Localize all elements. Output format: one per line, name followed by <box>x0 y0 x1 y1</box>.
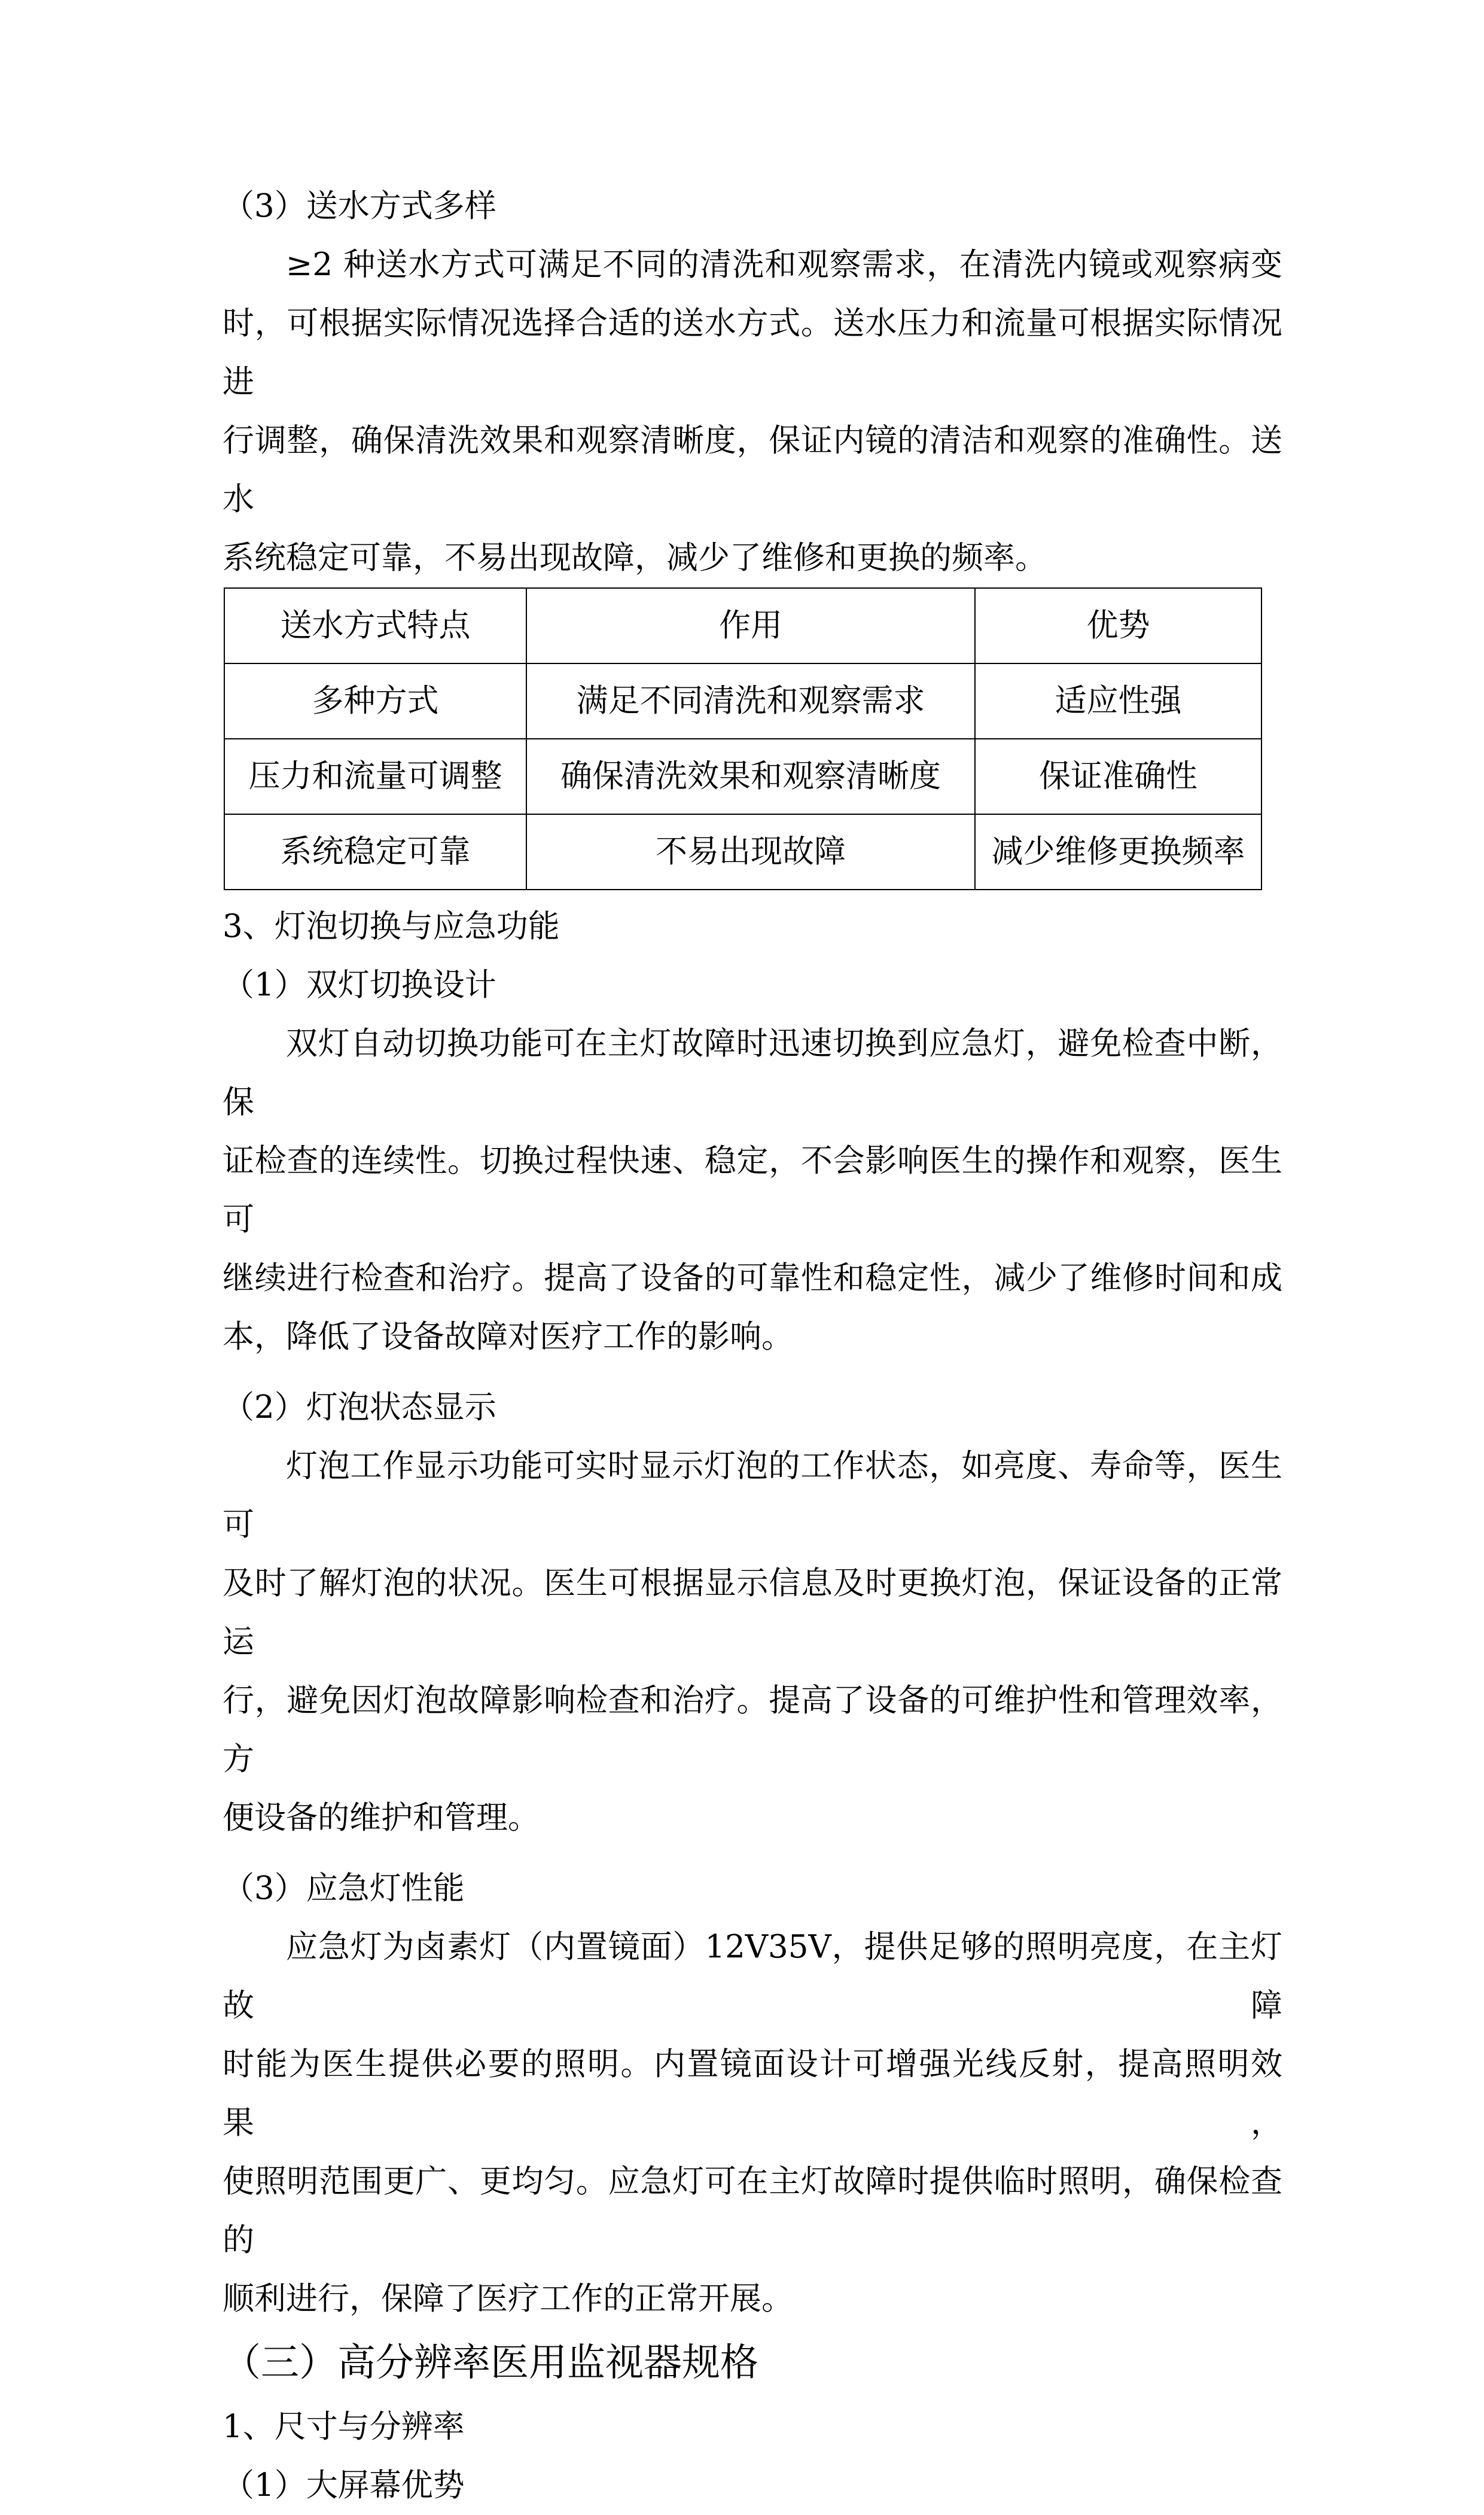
heading-emergency-lamp: （3）应急灯性能 <box>223 1870 465 1907</box>
paragraph-dual-lamp <box>223 1015 1282 1366</box>
table-header-cell: 优势 <box>975 588 1261 663</box>
paragraph-line: 双灯自动切换功能可在主灯故障时迅速切换到应急灯，避免检查中断，保 <box>223 1025 1282 1121</box>
table-cell: 满足不同清洗和观察需求 <box>526 663 975 739</box>
table-cell: 保证准确性 <box>975 739 1261 814</box>
paragraph-lamp-status <box>223 1437 1282 1847</box>
paragraph-line: 时能为医生提供必要的照明。内置镜面设计可增强光线反射，提高照明效果， <box>223 2046 1282 2141</box>
heading-lamp-switch-section: 3、灯泡切换与应急功能 <box>223 908 560 945</box>
document-content <box>223 177 1282 2515</box>
table-cell: 确保清洗效果和观察清晰度 <box>526 739 975 814</box>
paragraph-line: ≥2 种送水方式可满足不同的清洗和观察需求，在清洗内镜或观察病变 <box>286 246 1282 283</box>
table-cell: 压力和流量可调整 <box>224 739 526 814</box>
paragraph-line: 顺利进行，保障了医疗工作的正常开展。 <box>223 2280 793 2317</box>
table-header-cell: 送水方式特点 <box>224 588 526 663</box>
heading-large-screen-advantage: （1）大屏幕优势 <box>223 2467 465 2504</box>
water-delivery-table <box>224 587 1262 890</box>
paragraph-line: 灯泡工作显示功能可实时显示灯泡的工作状态，如亮度、寿命等，医生可 <box>223 1448 1282 1543</box>
paragraph-emergency-lamp <box>223 1918 1282 2328</box>
table-cell: 减少维修更换频率 <box>975 814 1261 890</box>
paragraph-line: 行调整，确保清洗效果和观察清晰度，保证内镜的清洁和观察的准确性。送水 <box>223 422 1282 517</box>
heading-size-resolution: 1、尺寸与分辨率 <box>223 2409 465 2445</box>
table-header-cell: 作用 <box>526 588 975 663</box>
table-cell: 适应性强 <box>975 663 1261 739</box>
heading-dual-lamp-design: （1）双灯切换设计 <box>223 967 496 1003</box>
table-row <box>224 739 1261 814</box>
paragraph-line: 及时了解灯泡的状况。医生可根据显示信息及时更换灯泡，保证设备的正常运 <box>223 1565 1282 1660</box>
paragraph-line: 使照明范围更广、更均匀。应急灯可在主灯故障时提供临时照明，确保检查的 <box>223 2163 1282 2258</box>
table-row <box>224 814 1261 890</box>
heading-lamp-status-display: （2）灯泡状态显示 <box>223 1389 496 1426</box>
table-cell: 不易出现故障 <box>526 814 975 890</box>
paragraph-line: 便设备的维护和管理。 <box>223 1800 540 1836</box>
paragraph-line: 应急灯为卤素灯（内置镜面）12V35V，提供足够的照明亮度，在主灯故障 <box>223 1929 1282 2024</box>
table-header-row <box>224 588 1261 663</box>
paragraph-line: 时，可根据实际情况选择合适的送水方式。送水压力和流量可根据实际情况进 <box>223 305 1282 400</box>
heading-monitor-spec-section: （三）高分辨率医用监视器规格 <box>223 2341 758 2385</box>
heading-water-delivery: （3）送水方式多样 <box>223 188 496 224</box>
paragraph-line: 系统稳定可靠，不易出现故障，减少了维修和更换的频率。 <box>223 540 1047 576</box>
table-cell: 多种方式 <box>224 663 526 739</box>
paragraph-water-delivery <box>223 236 1282 587</box>
paragraph-line: 证检查的连续性。切换过程快速、稳定，不会影响医生的操作和观察，医生可 <box>223 1143 1282 1238</box>
table-cell: 系统稳定可靠 <box>224 814 526 890</box>
paragraph-line: 本，降低了设备故障对医疗工作的影响。 <box>223 1319 793 1355</box>
paragraph-line: 继续进行检查和治疗。提高了设备的可靠性和稳定性，减少了维修时间和成 <box>223 1260 1282 1296</box>
table-row <box>224 663 1261 739</box>
paragraph-line: 行，避免因灯泡故障影响检查和治疗。提高了设备的可维护性和管理效率，方 <box>223 1682 1282 1777</box>
